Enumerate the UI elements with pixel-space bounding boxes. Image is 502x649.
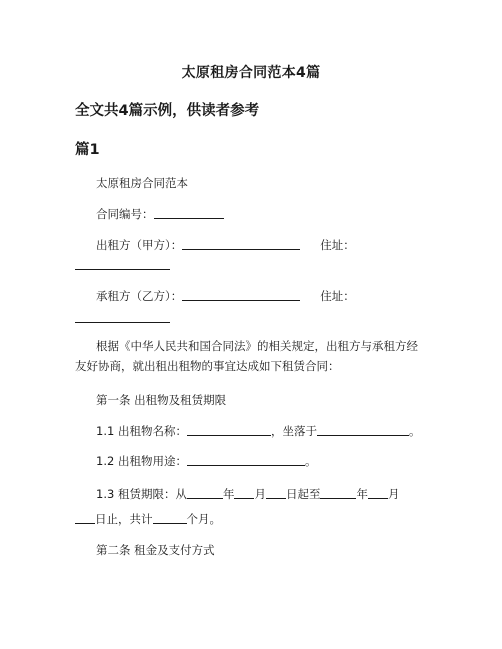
lessee-line: [96, 288, 355, 303]
lessor-address-line: [75, 257, 170, 272]
item1-location-label: ，坐落于: [270, 424, 317, 438]
start-day-blank: [266, 486, 286, 499]
document-title: 太原租房合同范本4篇: [181, 65, 321, 81]
lessor-label: 出租方（甲方）：: [96, 238, 183, 252]
item1-end: 。: [408, 424, 421, 438]
preamble-paragraph: 根据《中华人民共和国合同法》的相关规定，出租方与承租方经友好协商，就出租出租物的事宜达成如下租赁合同：: [75, 339, 418, 373]
article1-item3: [96, 486, 399, 501]
lessor-name-blank: [182, 237, 300, 250]
end-day-unit: 日止，共计: [95, 512, 153, 526]
lessee-name-blank: [182, 288, 300, 301]
section-heading: 篇1: [75, 142, 100, 158]
end-year-blank: [320, 486, 356, 499]
item2-label: 1.2 出租物用途：: [96, 454, 187, 468]
lessor-line: [96, 237, 355, 252]
contract-number-label: 合同编号：: [96, 207, 154, 221]
start-month-blank: [234, 486, 254, 499]
lessee-label: 承租方（乙方）：: [96, 289, 183, 303]
start-month-unit: 月: [254, 487, 266, 501]
item3-label: 1.3 租赁期限：从: [96, 487, 187, 501]
article1-item2: [96, 453, 316, 468]
item2-end: 。: [304, 454, 317, 468]
total-months-unit: 个月。: [186, 512, 221, 526]
lessee-address-line: [75, 310, 170, 325]
article2-heading: 第二条 租金及支付方式: [96, 543, 215, 557]
end-month-unit: 月: [387, 487, 400, 501]
contract-number-line: [96, 206, 224, 221]
lessor-address-blank: [75, 257, 170, 270]
item1-name-blank: [187, 423, 271, 436]
item2-use-blank: [187, 453, 305, 466]
document-subtitle: 全文共4篇示例，供读者参考: [75, 103, 260, 119]
total-months-blank: [153, 511, 187, 524]
end-day-blank: [75, 511, 95, 524]
article1-item3-cont: [75, 511, 221, 526]
lessee-address-label: 住址：: [320, 289, 355, 303]
contract-name: 太原租房合同范本: [96, 176, 188, 190]
article1-heading: 第一条 出租物及租赁期限: [96, 393, 227, 407]
end-month-blank: [368, 486, 388, 499]
article1-item1: [96, 423, 420, 438]
item1-location-blank: [317, 423, 409, 436]
lessor-address-label: 住址：: [320, 238, 355, 252]
lessee-address-blank: [75, 310, 170, 323]
start-day-unit: 日起至: [285, 487, 321, 501]
item1-label: 1.1 出租物名称：: [96, 424, 187, 438]
start-year-unit: 年: [222, 487, 235, 501]
contract-number-blank: [154, 206, 224, 219]
end-year-unit: 年: [356, 487, 368, 501]
start-year-blank: [187, 486, 223, 499]
